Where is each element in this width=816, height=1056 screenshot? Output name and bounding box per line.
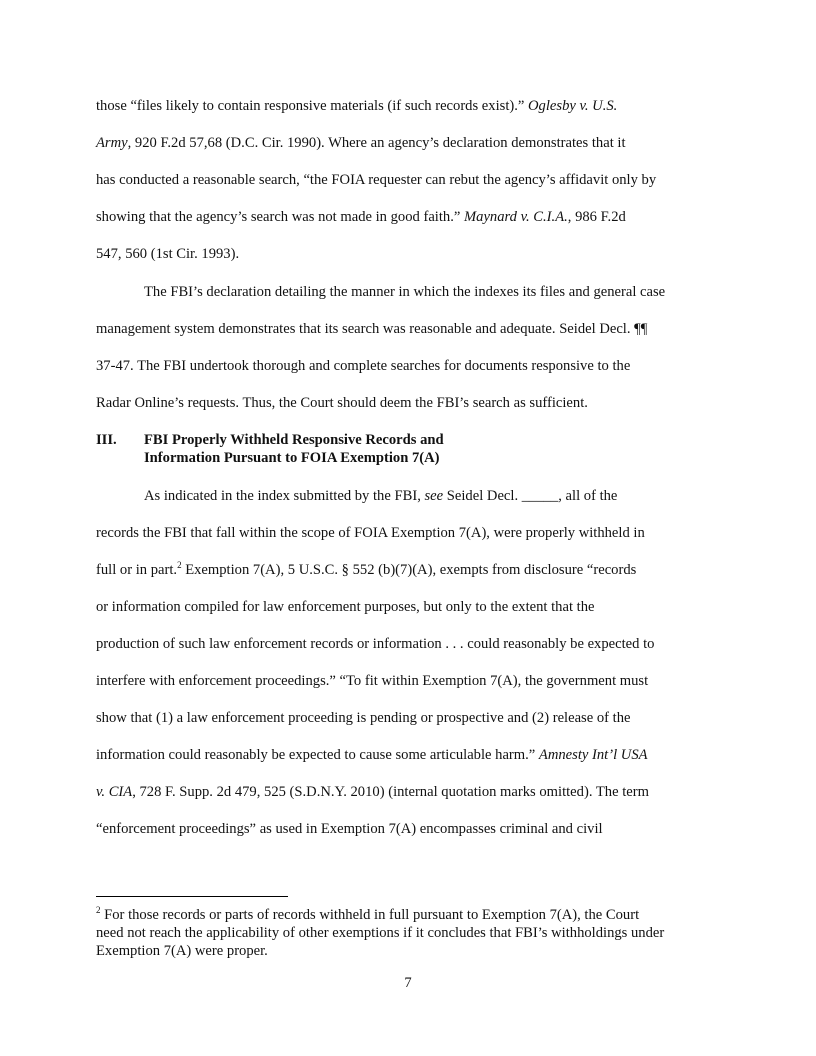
body-line: v. CIA, 728 F. Supp. 2d 479, 525 (S.D.N.Y. 2010) (internal quotation marks omitted). The term: [96, 784, 649, 800]
body-line: Army, 920 F.2d 57,68 (D.C. Cir. 1990). Where an agency’s declaration demonstrates that it: [96, 135, 626, 151]
body-line: production of such law enforcement records or information . . . could reasonably be expected to: [96, 636, 655, 652]
body-line: The FBI’s declaration detailing the manner in which the indexes its files and general case: [144, 284, 666, 300]
body-line: As indicated in the index submitted by the FBI, see Seidel Decl. _____, all of the: [144, 488, 618, 504]
footnote-line: $^2$ For those records or parts of records withheld in full pursuant to Exemption 7(A), the Court: [96, 905, 640, 923]
page-number: 7: [404, 975, 412, 991]
footnote-reference: 2: [177, 560, 182, 571]
body-line: or information compiled for law enforcement purposes, but only to the extent that the: [96, 599, 595, 615]
body-line: full or in part.$^2$ Exemption 7(A), 5 U.S.C. § 552 (b)(7)(A), exempts from disclosure “records: [96, 560, 637, 578]
body-line: those “files likely to contain responsive materials (if such records exist).” Oglesby v. U.S.: [96, 98, 618, 114]
body-line: “enforcement proceedings” as used in Exemption 7(A) encompasses criminal and civil: [96, 821, 603, 837]
body-line: management system demonstrates that its search was reasonable and adequate. Seidel Decl. ¶¶: [96, 321, 648, 337]
section-number: III.: [96, 432, 117, 448]
section-title-line-2: Information Pursuant to FOIA Exemption 7(A): [144, 450, 440, 466]
body-line: interfere with enforcement proceedings.” “To fit within Exemption 7(A), the government must: [96, 673, 649, 689]
section-title-line-1: FBI Properly Withheld Responsive Records and: [144, 432, 444, 448]
body-line: records the FBI that fall within the scope of FOIA Exemption 7(A), were properly withheld in: [96, 525, 645, 541]
body-line: 547, 560 (1st Cir. 1993).: [96, 246, 240, 262]
footnote-line: Exemption 7(A) were proper.: [96, 943, 268, 959]
body-line: 37-47. The FBI undertook thorough and complete searches for documents responsive to the: [96, 358, 631, 374]
body-line: Radar Online’s requests. Thus, the Court should deem the FBI’s search as sufficient.: [96, 395, 588, 411]
body-line: has conducted a reasonable search, “the FOIA requester can rebut the agency’s affidavit only by: [96, 172, 657, 188]
body-line: showing that the agency’s search was not made in good faith.” Maynard v. C.I.A., 986 F.2d: [96, 209, 626, 225]
footnote-line: need not reach the applicability of other exemptions if it concludes that FBI’s withholdings under: [96, 925, 665, 941]
footnote-marker: 2: [96, 905, 101, 916]
body-line: information could reasonably be expected to cause some articulable harm.” Amnesty Int’l USA: [96, 747, 648, 763]
footnote-separator: [96, 896, 288, 897]
body-line: show that (1) a law enforcement proceeding is pending or prospective and (2) release of the: [96, 710, 631, 726]
